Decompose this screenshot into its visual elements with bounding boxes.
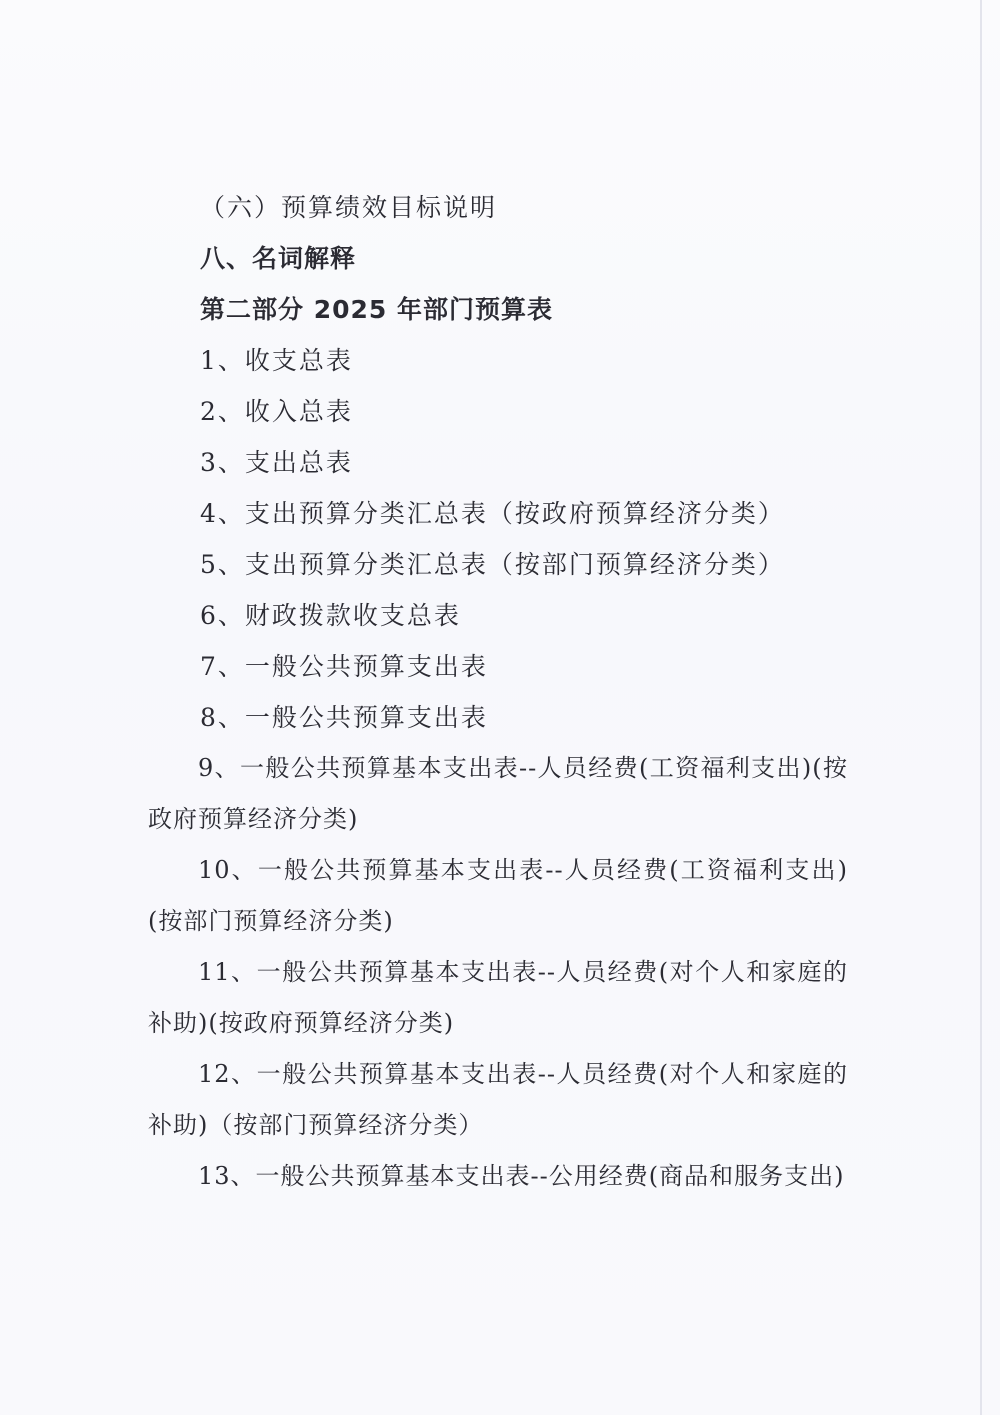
list-item: 1、收支总表 xyxy=(200,346,353,375)
list-item: 5、支出预算分类汇总表（按部门预算经济分类） xyxy=(200,550,785,579)
list-item: 11、一般公共预算基本支出表--人员经费(对个人和家庭的补助)(按政府预算经济分类) xyxy=(148,958,848,1037)
list-item: 9、一般公共预算基本支出表--人员经费(工资福利支出)(按政府预算经济分类) xyxy=(148,754,848,833)
list-item: 8、一般公共预算支出表 xyxy=(200,703,488,732)
list-item: 3、支出总表 xyxy=(200,448,353,477)
list-item: 10、一般公共预算基本支出表--人员经费(工资福利支出)(按部门预算经济分类) xyxy=(148,856,848,935)
list-item: 6、财政拨款收支总表 xyxy=(200,601,461,630)
list-item: 13、一般公共预算基本支出表--公用经费(商品和服务支出) xyxy=(198,1162,845,1190)
section-six-heading: （六）预算绩效目标说明 xyxy=(200,193,498,222)
part-two-title: 第二部分 2025 年部门预算表 xyxy=(200,295,553,324)
list-item: 2、收入总表 xyxy=(200,397,353,426)
list-item: 7、一般公共预算支出表 xyxy=(200,652,488,681)
list-item: 4、支出预算分类汇总表（按政府预算经济分类） xyxy=(200,499,785,528)
section-eight-heading: 八、名词解释 xyxy=(200,244,357,273)
list-item: 12、一般公共预算基本支出表--人员经费(对个人和家庭的补助)（按部门预算经济分类） xyxy=(148,1060,848,1139)
